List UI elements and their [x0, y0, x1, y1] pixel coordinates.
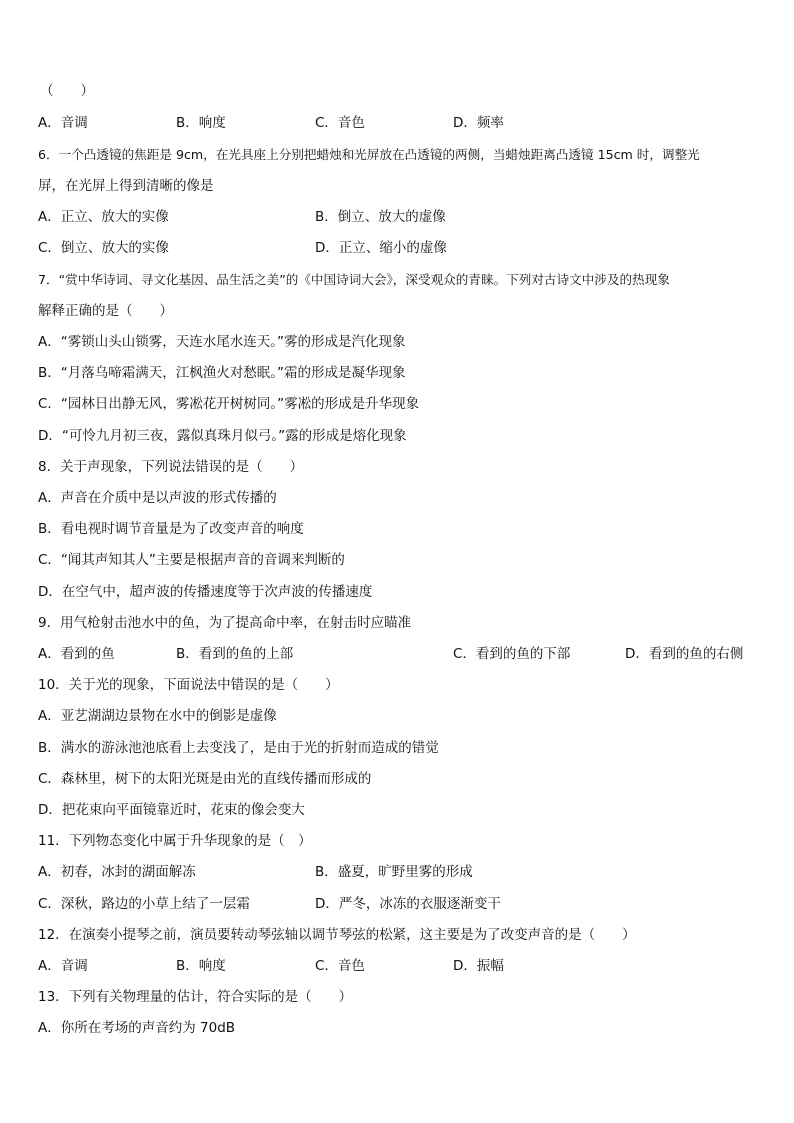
question-7-option-c: C．“园林日出静无风，雾凇花开树树同。”雾凇的形成是升华现象: [38, 396, 420, 412]
question-8-stem: 8．关于声现象，下列说法错误的是（ ）: [38, 459, 304, 475]
question-6-option-a: A．正立、放大的实像: [38, 209, 169, 225]
question-12-option-c: C．音色: [315, 958, 365, 974]
question-7-stem-line-1: 7．“赏中华诗词、寻文化基因、品生活之美”的《中国诗词大会》，深受观众的青睐。下列对古诗文中涉及的热现象: [38, 272, 670, 287]
question-9-option-d: D．看到的鱼的右侧: [625, 646, 744, 662]
question-8-option-a: A．声音在介质中是以声波的形式传播的: [38, 490, 277, 506]
question-10-option-c: C．森林里，树下的太阳光斑是由光的直线传播而形成的: [38, 771, 372, 787]
question-6-option-b: B．倒立、放大的虚像: [315, 209, 446, 225]
question-9-option-b: B．看到的鱼的上部: [176, 646, 294, 662]
question-12-option-d: D．振幅: [453, 958, 504, 974]
question-5-answer-blank: （ ）: [40, 83, 94, 99]
question-6-option-d: D．正立、缩小的虚像: [315, 240, 447, 256]
question-5-option-a: A．音调: [38, 115, 88, 131]
question-11-stem: 11．下列物态变化中属于升华现象的是（ ）: [38, 833, 312, 849]
question-10-option-b: B．满水的游泳池池底看上去变浅了，是由于光的折射而造成的错觉: [38, 740, 439, 756]
question-8-option-d: D．在空气中，超声波的传播速度等于次声波的传播速度: [38, 584, 373, 600]
question-10-option-a: A．亚艺湖湖边景物在水中的倒影是虚像: [38, 708, 277, 724]
question-10-stem: 10．关于光的现象，下面说法中错误的是（ ）: [38, 677, 339, 693]
question-9-option-a: A．看到的鱼: [38, 646, 115, 662]
question-6-stem-line-2: 屏，在光屏上得到清晰的像是: [38, 178, 214, 194]
question-13-stem: 13．下列有关物理量的估计，符合实际的是（ ）: [38, 989, 353, 1005]
question-9-option-c: C．看到的鱼的下部: [453, 646, 571, 662]
question-7-option-a: A．“雾锁山头山锁雾，天连水尾水连天。”雾的形成是汽化现象: [38, 334, 406, 350]
question-5-option-d: D．频率: [453, 115, 504, 131]
question-7-stem-line-2: 解释正确的是（ ）: [38, 303, 173, 319]
question-11-option-a: A．初春，冰封的湖面解冻: [38, 864, 196, 880]
question-10-option-d: D．把花束向平面镜靠近时，花束的像会变大: [38, 802, 305, 818]
question-5-option-c: C．音色: [315, 115, 365, 131]
question-5-option-b: B．响度: [176, 115, 226, 131]
question-12-stem: 12．在演奏小提琴之前，演员要转动琴弦轴以调节琴弦的松紧，这主要是为了改变声音的是（ ）: [38, 927, 636, 943]
question-9-stem: 9．用气枪射击池水中的鱼，为了提高命中率，在射击时应瞄准: [38, 615, 412, 631]
question-6-stem-line-1: 6．一个凸透镜的焦距是 9cm，在光具座上分别把蜡烛和光屏放在凸透镜的两侧，当蜡烛距离凸透镜 15cm 时，调整光: [38, 147, 700, 162]
question-8-option-c: C．“闻其声知其人”主要是根据声音的音调来判断的: [38, 552, 345, 568]
question-7-option-d: D．“可怜九月初三夜，露似真珠月似弓。”露的形成是熔化现象: [38, 428, 407, 444]
question-12-option-a: A．音调: [38, 958, 88, 974]
question-6-option-c: C．倒立、放大的实像: [38, 240, 169, 256]
question-11-option-d: D．严冬，冰冻的衣服逐渐变干: [315, 896, 501, 912]
question-8-option-b: B．看电视时调节音量是为了改变声音的响度: [38, 521, 304, 537]
question-11-option-b: B．盛夏，旷野里雾的形成: [315, 864, 473, 880]
question-12-option-b: B．响度: [176, 958, 226, 974]
question-11-option-c: C．深秋，路边的小草上结了一层霜: [38, 896, 250, 912]
question-7-option-b: B．“月落乌啼霜满天，江枫渔火对愁眠。”霜的形成是凝华现象: [38, 365, 406, 381]
question-13-option-a: A．你所在考场的声音约为 70dB: [38, 1020, 236, 1036]
